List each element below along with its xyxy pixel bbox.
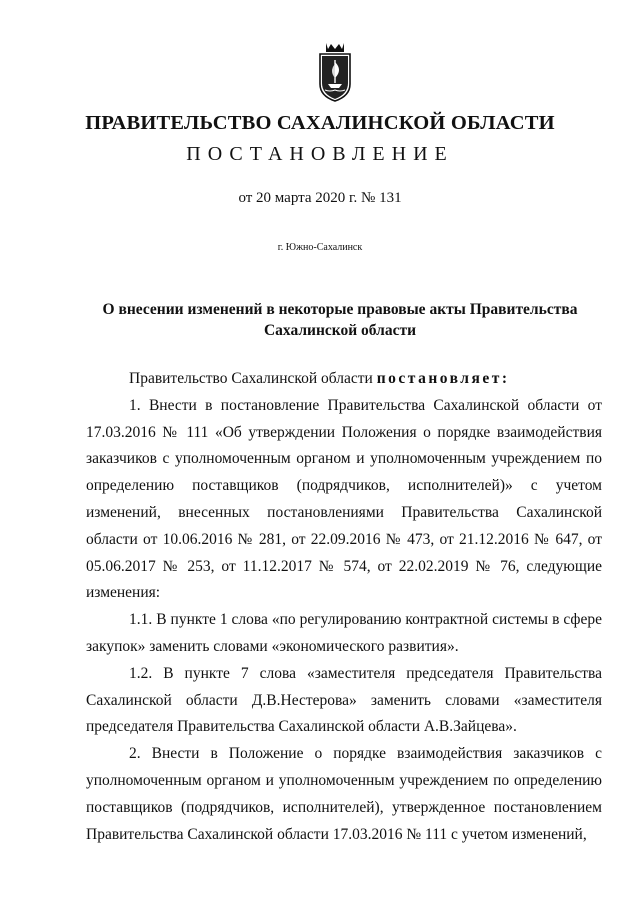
paragraph-2: 2. Внести в Положение о порядке взаимодействия заказчиков с уполномоченным органом и уполномоченным учреждением по определению поставщиков (подрядчиков, исполнителей), утвержденное постановлением Правительства Сахалинской области 17.03.2016 № 111 с учетом изменений, — [86, 745, 602, 843]
document-body — [86, 366, 602, 848]
paragraph-1: 1. Внести в постановление Правительства Сахалинской области от 17.03.2016 № 111 «Об утверждении Положения о порядке взаимодействия заказчиков с уполномоченным органом и уполномоченным учреждением по определению поставщиков (подрядчиков, исполнителей)» с учетом изменений, внесенных постановлениями Правительства Сахалинской области от 10.06.2016 № 281, от 22.09.2016 № 473, от 21.12.2016 № 647, от 05.06.2017 № 253, от 11.12.2017 № 574, от 22.02.2019 № 76, следующие изменения: — [86, 396, 602, 602]
paragraph-1-1: 1.1. В пункте 1 слова «по регулированию контрактной системы в сфере закупок» заменить словами «экономического развития». — [86, 611, 602, 655]
document-date-number: от 20 марта 2020 г. № 131 — [238, 190, 402, 206]
org-title: ПРАВИТЕЛЬСТВО САХАЛИНСКОЙ ОБЛАСТИ — [85, 112, 555, 134]
document-type: ПОСТАНОВЛЕНИЕ — [186, 143, 454, 165]
intro-paragraph — [86, 366, 602, 393]
decree-word: постановляет: — [376, 370, 510, 387]
subject-line-1: О внесении изменений в некоторые правовые акты Правительства — [102, 301, 578, 318]
subject-line-2: Сахалинской области — [263, 322, 417, 339]
document-subject — [95, 299, 585, 341]
sakhalin-coat-of-arms-icon — [318, 40, 352, 102]
intro-text: Правительство Сахалинской области — [129, 370, 377, 387]
document-city: г. Южно-Сахалинск — [277, 242, 363, 253]
paragraph-1-2: 1.2. В пункте 7 слова «заместителя председателя Правительства Сахалинской области Д.В.Нестерова» заменить словами «заместителя председателя Правительства Сахалинской области А.В.Зайцева». — [86, 664, 602, 736]
